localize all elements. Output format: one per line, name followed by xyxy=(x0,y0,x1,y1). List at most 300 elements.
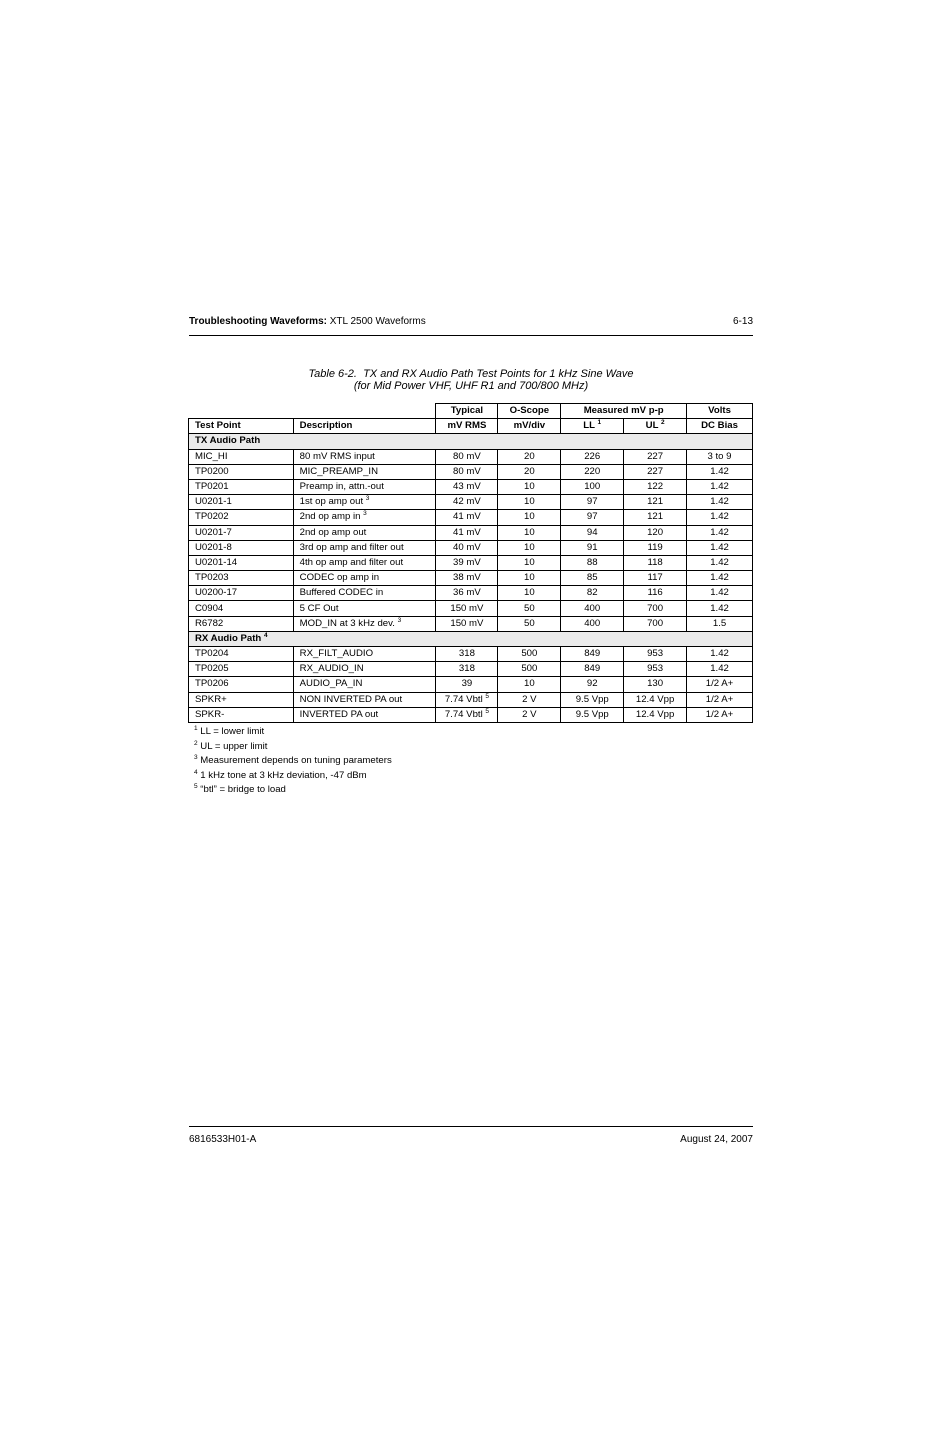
cell-test-point-text: SPKR- xyxy=(195,708,225,720)
cell-ll-text: 220 xyxy=(584,465,601,477)
cell-description-sup: 3 xyxy=(363,510,367,518)
cell-typical xyxy=(436,510,498,525)
test-points-table xyxy=(188,403,753,723)
cell-oscope xyxy=(498,555,561,570)
cell-ll-text: 100 xyxy=(584,481,601,493)
cell-typical-text: 40 mV xyxy=(453,541,481,553)
cell-ul xyxy=(624,616,687,631)
cell-ul xyxy=(624,449,687,464)
cell-typical xyxy=(436,662,498,677)
cell-ul-text: 118 xyxy=(647,556,663,568)
cell-description-text: 1st op amp out xyxy=(299,496,364,508)
section-title-sup: 4 xyxy=(263,631,268,639)
cell-dc-bias xyxy=(687,479,753,494)
cell-description-text: 5 CF Out xyxy=(299,602,339,614)
cell-ul xyxy=(624,601,687,616)
cell-description-text: 4th op amp and filter out xyxy=(299,556,404,568)
cell-description xyxy=(293,449,436,464)
cell-test-point-text: TP0205 xyxy=(195,663,229,675)
running-footer xyxy=(189,1134,753,1145)
cell-ul-text: 122 xyxy=(647,481,664,493)
header-ul-label: UL xyxy=(645,420,659,432)
cell-oscope xyxy=(498,510,561,525)
cell-test-point-text: U0201-7 xyxy=(195,526,232,538)
caption-line-2: (for Mid Power VHF, UHF R1 and 700/800 MHz) xyxy=(353,380,589,392)
cell-oscope xyxy=(498,449,561,464)
cell-dc-bias xyxy=(687,540,753,555)
cell-description-sup: 3 xyxy=(397,616,402,624)
cell-dc-bias xyxy=(687,662,753,677)
footnote-number: 5 xyxy=(194,783,198,790)
cell-ul-text: 227 xyxy=(647,465,664,477)
cell-description-text: MOD_IN at 3 kHz dev. xyxy=(299,617,395,629)
cell-test-point-text: TP0206 xyxy=(195,678,229,690)
cell-oscope xyxy=(498,479,561,494)
cell-typical-text: 150 mV xyxy=(450,617,484,629)
cell-test-point xyxy=(189,510,294,525)
table-row xyxy=(189,540,753,555)
cell-typical-text: 150 mV xyxy=(450,602,484,614)
cell-typical xyxy=(436,692,498,707)
table-row xyxy=(189,479,753,494)
cell-typical-text: 7.74 Vbtl xyxy=(444,708,483,720)
cell-typical-sup: 5 xyxy=(485,707,489,715)
cell-dc-bias-text: 1.42 xyxy=(710,465,729,477)
cell-typical-text: 80 mV xyxy=(453,465,481,477)
cell-dc-bias-text: 1/2 A+ xyxy=(705,678,734,690)
cell-test-point-text: MIC_HI xyxy=(195,450,228,462)
table-row xyxy=(189,692,753,707)
cell-dc-bias-text: 1.42 xyxy=(710,572,729,584)
table-row xyxy=(189,571,753,586)
cell-typical xyxy=(436,677,498,692)
cell-ll-text: 88 xyxy=(586,556,598,568)
footnote xyxy=(194,725,392,740)
doc-date: August 24, 2007 xyxy=(680,1134,753,1145)
table-row xyxy=(189,647,753,662)
footnote-text: 1 kHz tone at 3 kHz deviation, -47 dBm xyxy=(200,769,367,781)
cell-oscope xyxy=(498,464,561,479)
cell-dc-bias xyxy=(687,601,753,616)
cell-ul xyxy=(624,692,687,707)
cell-dc-bias-text: 1.42 xyxy=(710,541,729,553)
cell-ul-text: 700 xyxy=(647,617,664,629)
cell-ul xyxy=(624,479,687,494)
cell-oscope xyxy=(498,525,561,540)
cell-test-point-text: TP0202 xyxy=(195,511,229,523)
cell-ll-text: 849 xyxy=(584,663,601,675)
cell-oscope xyxy=(498,601,561,616)
cell-description xyxy=(293,495,436,510)
header-ll-label: LL xyxy=(583,420,595,432)
cell-dc-bias-text: 1.42 xyxy=(710,481,729,493)
cell-test-point xyxy=(189,707,294,722)
cell-test-point xyxy=(189,692,294,707)
footnote-text: “btl” = bridge to load xyxy=(200,784,286,795)
header-rule xyxy=(189,335,753,336)
cell-dc-bias xyxy=(687,555,753,570)
cell-typical-text: 80 mV xyxy=(453,450,481,462)
cell-oscope-text: 10 xyxy=(524,481,535,493)
cell-dc-bias-text: 1.42 xyxy=(710,511,729,523)
cell-ll xyxy=(561,449,624,464)
cell-ul-text: 119 xyxy=(647,541,663,553)
cell-ul-text: 121 xyxy=(647,511,664,523)
section-title-text: TX Audio Path xyxy=(195,435,261,447)
cell-dc-bias-text: 1.42 xyxy=(710,496,729,508)
table-row xyxy=(189,510,753,525)
cell-ll-text: 85 xyxy=(586,572,598,584)
footnote xyxy=(194,740,392,755)
cell-ll-text: 91 xyxy=(586,541,598,553)
cell-ul-text: 953 xyxy=(647,648,664,660)
section-title-text: RX Audio Path xyxy=(195,632,262,644)
cell-test-point xyxy=(189,525,294,540)
cell-oscope-text: 500 xyxy=(521,648,538,660)
cell-description xyxy=(293,616,436,631)
cell-oscope-text: 10 xyxy=(524,496,535,508)
cell-ll-text: 400 xyxy=(584,602,601,614)
header-dc-bias: DC Bias xyxy=(687,419,753,434)
cell-oscope-text: 10 xyxy=(524,541,535,553)
cell-dc-bias xyxy=(687,586,753,601)
cell-typical xyxy=(436,464,498,479)
cell-ul-text: 12.4 Vpp xyxy=(635,708,675,720)
cell-test-point-text: C0904 xyxy=(195,602,224,614)
cell-dc-bias xyxy=(687,647,753,662)
cell-typical xyxy=(436,495,498,510)
cell-oscope xyxy=(498,571,561,586)
cell-test-point-text: TP0201 xyxy=(195,481,229,493)
cell-description xyxy=(293,525,436,540)
cell-oscope xyxy=(498,586,561,601)
cell-oscope xyxy=(498,647,561,662)
cell-description-text: MIC_PREAMP_IN xyxy=(299,465,379,477)
cell-typical-text: 39 mV xyxy=(453,556,481,568)
cell-typical xyxy=(436,616,498,631)
cell-ll-text: 9.5 Vpp xyxy=(575,708,609,720)
cell-ul-text: 953 xyxy=(647,663,664,675)
cell-typical-sup: 5 xyxy=(485,692,489,700)
doc-number: 6816533H01-A xyxy=(189,1134,257,1145)
cell-oscope xyxy=(498,692,561,707)
footnote xyxy=(194,754,392,769)
header-description: Description xyxy=(293,419,436,434)
cell-typical-text: 42 mV xyxy=(453,496,481,508)
cell-ul xyxy=(624,510,687,525)
cell-ll-text: 82 xyxy=(586,587,598,599)
cell-dc-bias xyxy=(687,495,753,510)
cell-ul-text: 12.4 Vpp xyxy=(635,693,675,705)
cell-oscope-text: 10 xyxy=(524,556,535,568)
footnotes xyxy=(194,725,392,798)
cell-ul xyxy=(624,677,687,692)
footnote-text: LL = lower limit xyxy=(200,726,265,737)
header-measured: Measured mV p-p xyxy=(561,404,687,419)
cell-test-point-text: U0200-17 xyxy=(195,587,238,599)
cell-dc-bias xyxy=(687,692,753,707)
header-oscope: O-Scope xyxy=(498,404,561,419)
cell-description xyxy=(293,586,436,601)
cell-oscope-text: 10 xyxy=(524,572,535,584)
page-number: 6-13 xyxy=(732,316,753,327)
cell-ul xyxy=(624,662,687,677)
table-row xyxy=(189,677,753,692)
table-row xyxy=(189,555,753,570)
header-mv-rms: mV RMS xyxy=(436,419,498,434)
cell-description-text: 3rd op amp and filter out xyxy=(299,541,404,553)
footnote-text: Measurement depends on tuning parameters xyxy=(200,755,392,766)
cell-ll xyxy=(561,662,624,677)
cell-ul xyxy=(624,495,687,510)
cell-description xyxy=(293,677,436,692)
cell-oscope-text: 500 xyxy=(521,663,538,675)
cell-ll-text: 97 xyxy=(586,496,598,508)
cell-oscope xyxy=(498,540,561,555)
footnote-number: 3 xyxy=(194,754,198,761)
cell-test-point xyxy=(189,449,294,464)
footnote xyxy=(194,769,392,784)
table-row xyxy=(189,525,753,540)
table-row xyxy=(189,707,753,722)
cell-test-point xyxy=(189,616,294,631)
header-ul xyxy=(624,419,687,434)
cell-test-point-text: U0201-1 xyxy=(195,496,232,508)
cell-description-text: Buffered CODEC in xyxy=(299,587,384,599)
cell-dc-bias-text: 1.42 xyxy=(710,587,729,599)
cell-ul-text: 700 xyxy=(647,602,664,614)
cell-description-text: RX_FILT_AUDIO xyxy=(299,648,374,660)
cell-ul-text: 130 xyxy=(647,678,664,690)
cell-oscope xyxy=(498,616,561,631)
cell-dc-bias xyxy=(687,707,753,722)
cell-test-point-text: U0201-8 xyxy=(195,541,232,553)
cell-typical xyxy=(436,586,498,601)
cell-typical xyxy=(436,555,498,570)
header-title xyxy=(189,316,426,327)
footnote-number: 4 xyxy=(194,768,198,776)
cell-ll xyxy=(561,571,624,586)
cell-ul-text: 120 xyxy=(647,526,664,538)
cell-ll-text: 849 xyxy=(584,648,601,660)
cell-description-text: CODEC op amp in xyxy=(299,572,380,584)
table-row xyxy=(189,464,753,479)
cell-ul-text: 117 xyxy=(647,572,663,584)
cell-ul xyxy=(624,707,687,722)
cell-test-point xyxy=(189,647,294,662)
table-header-row xyxy=(189,419,753,434)
cell-ul xyxy=(624,464,687,479)
cell-ll xyxy=(561,707,624,722)
cell-description-text: INVERTED PA out xyxy=(299,708,379,720)
table-body xyxy=(189,434,753,723)
header-ll xyxy=(561,419,624,434)
cell-ul xyxy=(624,647,687,662)
cell-ul xyxy=(624,555,687,570)
cell-typical xyxy=(436,525,498,540)
cell-ll xyxy=(561,586,624,601)
table-row xyxy=(189,601,753,616)
cell-typical-text: 7.74 Vbtl xyxy=(444,693,483,705)
table-row xyxy=(189,662,753,677)
footer-rule xyxy=(189,1126,753,1127)
cell-ll-text: 97 xyxy=(586,511,598,523)
table-header-row-top xyxy=(189,404,753,419)
cell-test-point-text: R6782 xyxy=(195,617,224,629)
cell-ul-text: 227 xyxy=(647,450,664,462)
table-caption xyxy=(189,368,753,392)
header-title-rest: XTL 2500 Waveforms xyxy=(326,316,426,327)
cell-ul-text: 116 xyxy=(647,587,663,599)
cell-typical xyxy=(436,479,498,494)
table-row xyxy=(189,495,753,510)
cell-test-point xyxy=(189,540,294,555)
cell-test-point xyxy=(189,479,294,494)
cell-ll xyxy=(561,479,624,494)
cell-dc-bias xyxy=(687,571,753,586)
cell-dc-bias xyxy=(687,449,753,464)
cell-description xyxy=(293,464,436,479)
cell-ll-text: 94 xyxy=(586,526,598,538)
cell-description xyxy=(293,540,436,555)
cell-ll-text: 400 xyxy=(584,617,601,629)
cell-description xyxy=(293,707,436,722)
cell-oscope xyxy=(498,677,561,692)
cell-ll-text: 226 xyxy=(584,450,601,462)
cell-description xyxy=(293,479,436,494)
cell-description-sup: 3 xyxy=(365,495,370,503)
cell-dc-bias-text: 3 to 9 xyxy=(707,450,732,462)
header-test-point: Test Point xyxy=(189,419,294,434)
cell-oscope-text: 50 xyxy=(524,617,535,629)
cell-oscope-text: 10 xyxy=(524,678,535,690)
cell-description-text: AUDIO_PA_IN xyxy=(299,678,363,690)
cell-test-point xyxy=(189,464,294,479)
table-row xyxy=(189,449,753,464)
cell-ll xyxy=(561,677,624,692)
cell-ll xyxy=(561,692,624,707)
section-title xyxy=(189,434,753,449)
cell-oscope xyxy=(498,495,561,510)
header-typical: Typical xyxy=(436,404,498,419)
table-row xyxy=(189,586,753,601)
cell-dc-bias-text: 1/2 A+ xyxy=(705,708,734,720)
cell-typical xyxy=(436,601,498,616)
cell-oscope-text: 2 V xyxy=(522,693,537,705)
header-title-bold: Troubleshooting Waveforms: xyxy=(189,316,327,327)
cell-typical xyxy=(436,647,498,662)
cell-oscope-text: 50 xyxy=(524,602,535,614)
cell-dc-bias-text: 1.42 xyxy=(710,663,729,675)
cell-ul xyxy=(624,586,687,601)
cell-typical-text: 318 xyxy=(458,648,475,660)
cell-test-point xyxy=(189,601,294,616)
cell-description xyxy=(293,692,436,707)
cell-ul xyxy=(624,571,687,586)
footnote-number: 2 xyxy=(194,739,198,747)
cell-oscope-text: 20 xyxy=(524,450,535,462)
footnote-text: UL = upper limit xyxy=(200,740,268,752)
cell-ll-text: 9.5 Vpp xyxy=(575,693,609,705)
cell-dc-bias xyxy=(687,464,753,479)
cell-typical-text: 36 mV xyxy=(453,587,481,599)
cell-dc-bias-text: 1.42 xyxy=(710,526,729,538)
cell-typical-text: 43 mV xyxy=(453,481,481,493)
cell-description xyxy=(293,647,436,662)
header-volts: Volts xyxy=(687,404,753,419)
cell-ll xyxy=(561,555,624,570)
cell-test-point-text: SPKR+ xyxy=(195,693,227,705)
cell-description xyxy=(293,510,436,525)
cell-test-point xyxy=(189,586,294,601)
cell-typical xyxy=(436,707,498,722)
cell-description xyxy=(293,571,436,586)
cell-description-text: Preamp in, attn.-out xyxy=(299,481,384,493)
cell-dc-bias xyxy=(687,616,753,631)
cell-test-point-text: TP0200 xyxy=(195,465,229,477)
cell-dc-bias xyxy=(687,510,753,525)
cell-test-point xyxy=(189,555,294,570)
cell-test-point xyxy=(189,662,294,677)
cell-description-text: 2nd op amp in xyxy=(299,511,361,523)
cell-test-point-text: TP0204 xyxy=(195,648,229,660)
section-row xyxy=(189,434,753,449)
cell-ll xyxy=(561,510,624,525)
cell-description-text: NON INVERTED PA out xyxy=(299,693,403,705)
cell-typical-text: 41 mV xyxy=(453,511,481,523)
header-ul-sup: 2 xyxy=(660,419,665,427)
cell-typical xyxy=(436,449,498,464)
cell-oscope-text: 10 xyxy=(524,587,535,599)
cell-ll xyxy=(561,616,624,631)
header-mv-div: mV/div xyxy=(498,419,561,434)
cell-dc-bias-text: 1.5 xyxy=(712,617,727,629)
cell-description xyxy=(293,601,436,616)
cell-description xyxy=(293,662,436,677)
cell-ll xyxy=(561,540,624,555)
table-row xyxy=(189,616,753,631)
cell-ul xyxy=(624,540,687,555)
cell-oscope-text: 20 xyxy=(524,465,535,477)
cell-test-point-text: U0201-14 xyxy=(195,556,238,568)
cell-ll xyxy=(561,495,624,510)
cell-oscope xyxy=(498,707,561,722)
cell-dc-bias-text: 1.42 xyxy=(710,648,729,660)
cell-ll xyxy=(561,525,624,540)
cell-ul-text: 121 xyxy=(647,496,664,508)
cell-oscope-text: 10 xyxy=(524,526,535,538)
header-ll-sup: 1 xyxy=(597,419,602,427)
cell-test-point xyxy=(189,571,294,586)
footnote-number: 1 xyxy=(194,725,198,732)
cell-dc-bias-text: 1/2 A+ xyxy=(705,693,734,705)
running-header xyxy=(189,316,753,327)
cell-test-point-text: TP0203 xyxy=(195,572,229,584)
cell-typical-text: 38 mV xyxy=(453,572,481,584)
cell-typical-text: 318 xyxy=(458,663,475,675)
cell-description xyxy=(293,555,436,570)
cell-test-point xyxy=(189,677,294,692)
cell-dc-bias-text: 1.42 xyxy=(710,602,729,614)
cell-ll xyxy=(561,647,624,662)
cell-dc-bias xyxy=(687,677,753,692)
cell-oscope-text: 2 V xyxy=(522,708,537,720)
cell-description-text: 2nd op amp out xyxy=(299,526,367,538)
cell-test-point xyxy=(189,495,294,510)
cell-ll xyxy=(561,601,624,616)
cell-typical xyxy=(436,571,498,586)
footnote xyxy=(194,783,392,798)
